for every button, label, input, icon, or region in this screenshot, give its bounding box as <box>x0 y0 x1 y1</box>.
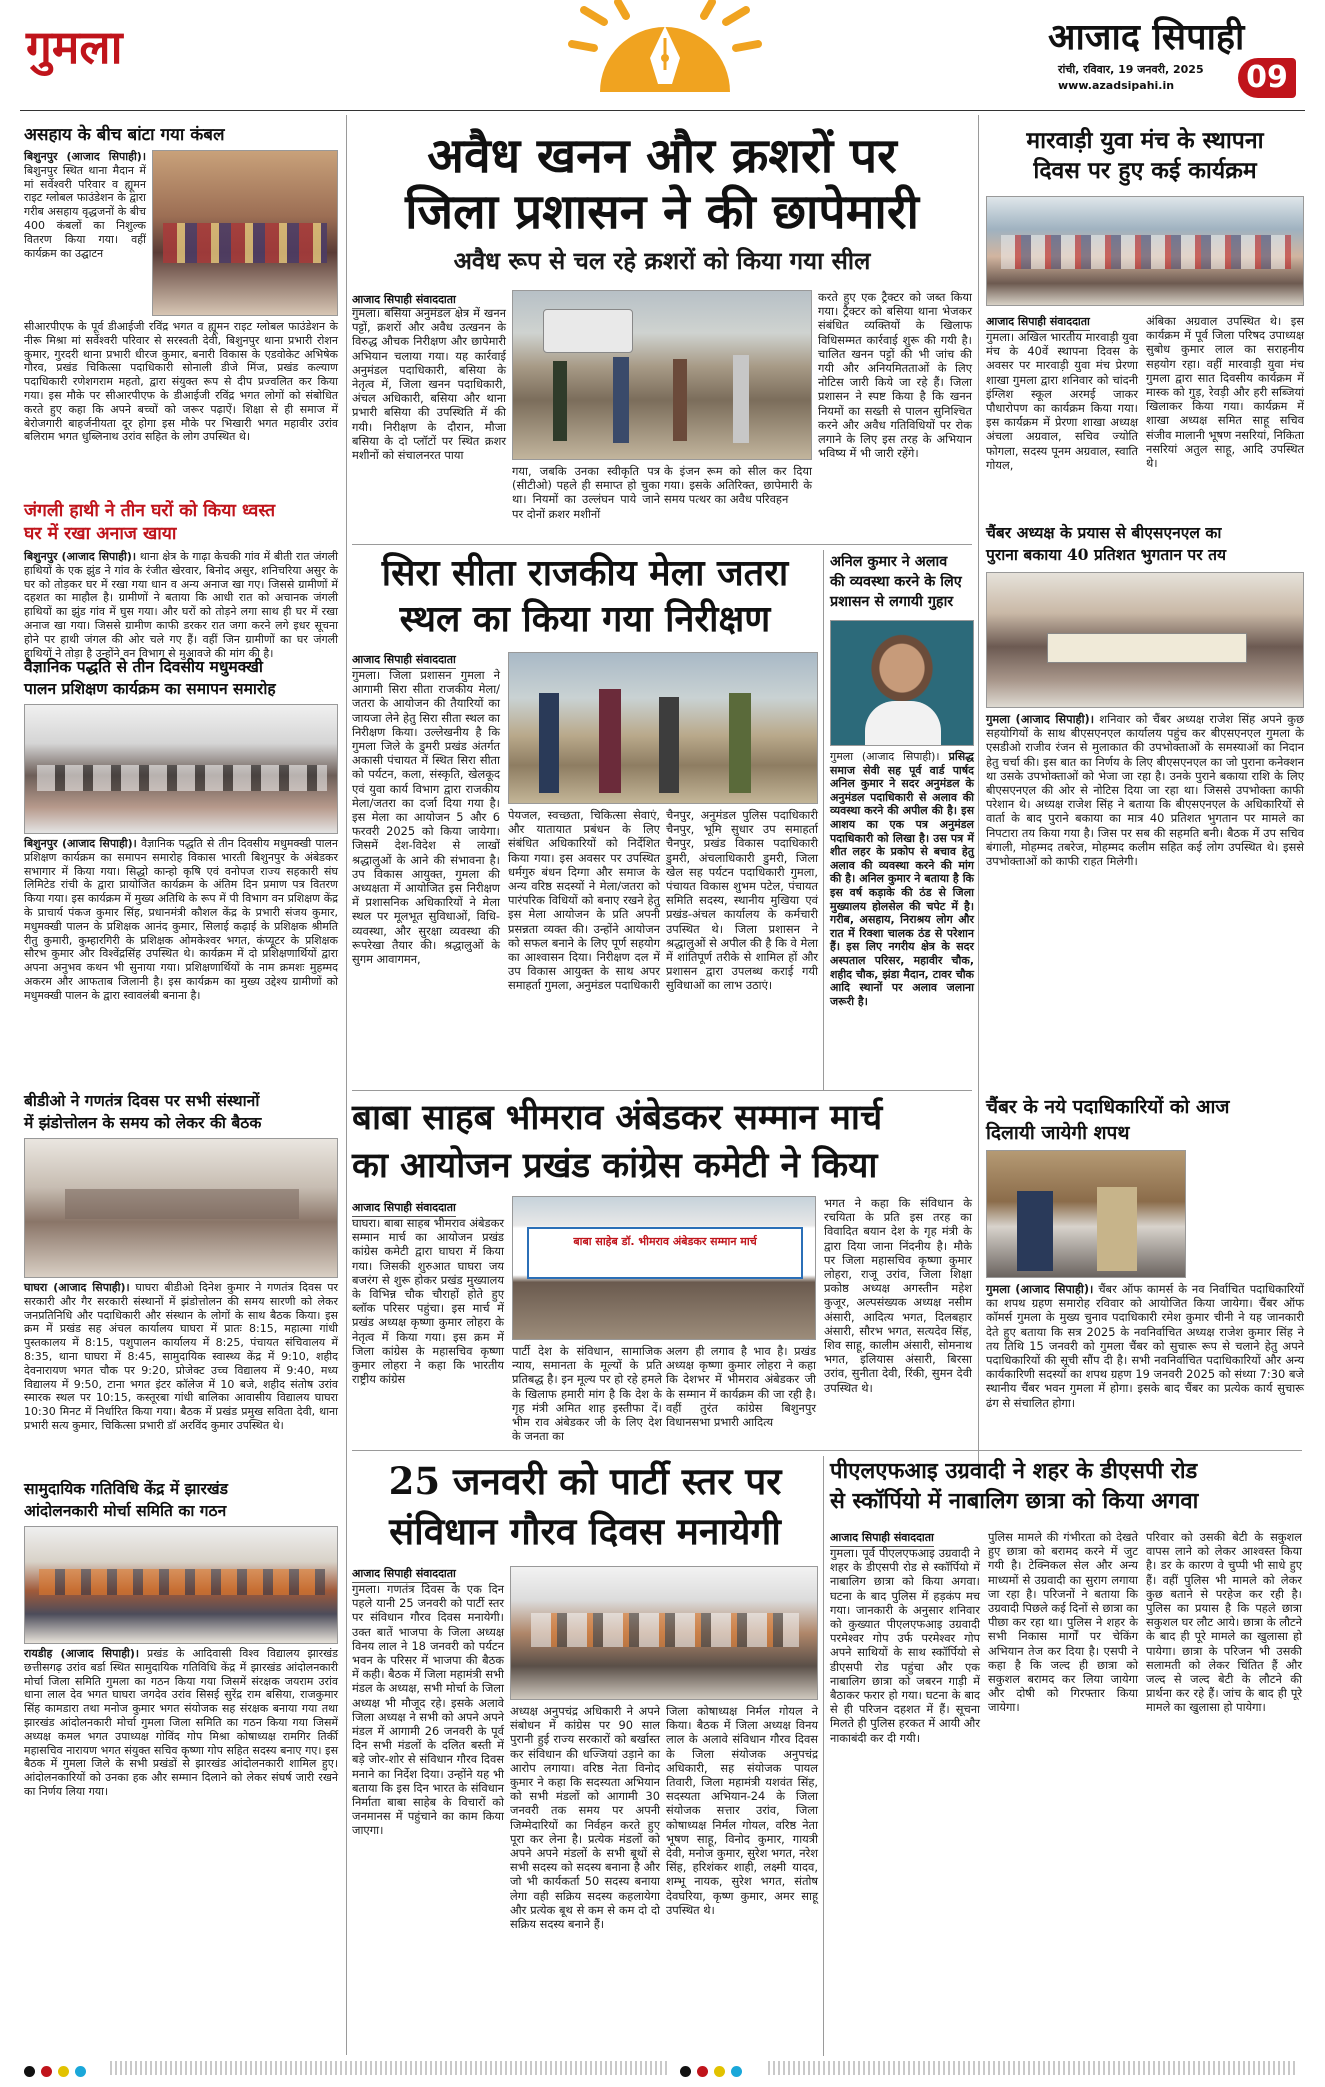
marwari-col2: अंबिका अग्रवाल उपस्थित थे। इस कार्यक्रम में पूर्व जिला परिषद उपाध्यक्ष सुबोध कुमार लाल का सराहनीय सहयोग रहा। वहीं मारवाड़ी युवा मंच गुमला द्वारा सात दिवसीय कार्यक्रम में मास्क को गुड़, रेवड़ी और हरी सब्जियां खिलाकर किया गया। कार्यक्रम में शाखा अध्यक्ष समित साहू सचिव संजीव मालानी भूषण नसरियां, निकिता नसरियां अतुल साहू, आदि उपस्थित थे। <box>1146 314 1304 471</box>
byline: आजाद सिपाही संवाददाता <box>986 314 1090 331</box>
lead-headline-line2: जिला प्रशासन ने की छापेमारी <box>405 184 919 240</box>
samvidhan-headline <box>352 1456 818 1556</box>
ambedkar-col4: भगत ने कहा कि संविधान के रचयिता के प्रति इस तरह का विवादित बयान देश के गृह मंत्री के द्वारा दिया जाना निंदनीय है। मौके पर जिला महासचिव कृष्णा कुमार लोहरा, राजू उरांव, जिला शिक्षा प्रकोष्ठ अध्यक्ष अगस्तीन महेश कुजूर, अल्पसंख्यक अध्यक्ष नसीम अंसारी, आदित्य भगत, दिलबहार अंसारी, सौरभ भगत, सत्यदेव सिंह, शिव साहू, कालीम अंसारी, सोमनाथ भगत, इलियास अंसारी, बिरसा उरांव, सुनीता देवी, रिंकी, सुमन देवी उपस्थित थे। <box>824 1196 972 1395</box>
footer-stripe <box>110 2061 670 2075</box>
committee-photo <box>24 1526 338 1644</box>
color-dot <box>714 2066 725 2077</box>
sun-pen-logo <box>560 0 770 92</box>
page-number: 09 <box>1238 58 1296 98</box>
headline: में झंडोत्तोलन के समय को लेकर की बैठक <box>24 1113 262 1132</box>
headline: घर में रखा अनाज खाया <box>24 524 177 544</box>
byline: आजाद सिपाही संवाददाता <box>352 292 456 309</box>
color-dot <box>75 2066 86 2077</box>
article-text: चैंबर ऑफ कामर्स के नव निर्वाचित पदाधिकारियों का शपथ ग्रहण समारोह रविवार को आयोजित किया जायेगा। चैंबर ऑफ कॉमर्स गुमला के मुख्य चुनाव पदाधिकारी रमेश कुमार चीनी ने यह जानकारी देते हुए बताया कि सत्र 2025 के नवनिर्वाचित अध्यक्ष राजेश कुमार सिंह ने तय तिथि 15 जनवरी को गुमला चैंबर को सुचारू रूप से चलाने हेतु अपने पदाधिकारियों की सूची सौंप दी है। सभी नवनिर्वाचित पदाधिकारियों और अन्य कार्यकारिणी सदस्यों का शपथ ग्रहण 19 जनवरी 2025 को संध्या 7:30 बजे स्थानीय चैंबर भवन गुमला में होगा। इसके बाद चैंबर का प्रत्येक कार्य सुचारू ढंग से संचालित होगा। <box>986 1282 1304 1410</box>
article-text: शनिवार को चैंबर अध्यक्ष राजेश सिंह अपने कुछ सहयोगियों के साथ बीएसएनएल कार्यालय पहुंच कर बीएसएनएल गुमला के एसडीओ राजीव रंजन से मुलाकात की उपभोक्ताओं के समस्याओं का निदान हेतु चर्चा की। इस बात का निर्णय के लिए बीएसएनएल का जो पुराना कनेक्शन था उसके उपभोक्ताओं को भेजा जा रहा है। उनके पुराने बकाया राशि के लिए बीएसएनएल की ओर से नोटिस दिया जा रहा था। जिससे उपभोक्ता काफी परेशान थे। अध्यक्ष राजेश सिंह ने बताया कि बीएसएनएल के अधिकारियों से वार्ता के बाद पुराने बकाया का मात्र 40 प्रतिशत भुगतान पर मामले का निपटारा तय किया गया है। जिस पर सब की सहमति बनी। बैठक में उप सचिव बंगाली, मोहम्मद तबरेज, मोहम्मद कलीम सहित कई लोग उपस्थित थे। इससे उपभोक्ताओं को काफी राहत मिलेगी। <box>986 712 1304 869</box>
training-photo <box>24 704 338 834</box>
marwari-photo <box>986 196 1304 306</box>
website: www.azadsipahi.in <box>1058 79 1175 92</box>
samvidhan-headline-line2: संविधान गौरव दिवस मनायेगी <box>389 1509 781 1553</box>
banner-text: बाबा साहेब डॉ. भीमराव अंबेडकर सम्मान मार्च <box>573 1235 757 1248</box>
pplfi-headline <box>830 1456 1304 1516</box>
pplfi-headline-line1: पीएलएफआइ उग्रवादी ने शहर के डीएसपी रोड <box>830 1458 1198 1484</box>
sira-photo <box>508 652 818 804</box>
lead-col1: गुमला। बसिया अनुमंडल क्षेत्र में खनन पट्टों, क्रशरों और अवैध उत्खनन के विरुद्ध औचक निरीक्षण और छापेमारी अभियान चलाया गया। यह कार्रवाई अनुमंडल पदाधिकारी, बसिया के नेतृत्व में, जिला खनन पदाधिकारी, अंचल अधिकारी, बसिया और थाना प्रभारी बसिया की उपस्थिति में की गयी। निरीक्षण के दौरान, मौजा बसिया के दो प्लॉटों पर स्थित क्रशर मशीनों को संचालनरत पाया <box>352 306 506 463</box>
footer-color-dots <box>24 2062 92 2081</box>
bsnl-headline <box>986 522 1304 566</box>
dateline: बिशुनपुर (आजाद सिपाही)। <box>24 150 146 163</box>
meeting-photo <box>24 1138 338 1278</box>
dateline: बिशुनपुर (आजाद सिपाही)। <box>24 837 137 850</box>
lead-headline-line1: अवैध खनन और क्रशरों पर <box>427 128 897 184</box>
chamber-headline <box>986 1094 1304 1146</box>
byline: आजाद सिपाही संवाददाता <box>352 1566 456 1583</box>
sira-headline-line1: सिरा सीता राजकीय मेला जतरा <box>381 552 789 594</box>
pplfi-col3: परिवार को उसकी बेटी के सकुशल वापस लाने को लेकर आश्वस्त किया है। डर के कारण वे चुप्पी भी साधे हुए हैं। वहीं पुलिस भी मामले को लेकर कुछ बताने से परहेज कर रही है। पुलिस का प्रयास है कि पहले छात्रा सकुशल घर लौट आये। छात्रा के लौटने के बाद ही पूरे मामले का खुलासा हो पायेगा। छात्रा के परिजन भी उसकी सलामती को लेकर चिंतित हैं और जल्द से जल्द बेटी के लौटने की प्रार्थना कर रहे हैं। जांच के बाद ही पूरे मामले का खुलासा हो पायेगा। <box>1146 1530 1302 1715</box>
article-elephant <box>24 500 338 660</box>
lead-photo <box>512 290 812 460</box>
color-dot <box>58 2066 69 2077</box>
anil-rule <box>823 550 824 1090</box>
sira-col1: गुमला। जिला प्रशासन गुमला ने आगामी सिरा सीता राजकीय मेला/जतरा के आयोजन की तैयारियों का जायजा लेने हेतु सिरा सीता स्थल का निरीक्षण किया। उल्लेखनीय है कि गुमला जिले के डुमरी प्रखंड अंतर्गत अकासी पंचायत में स्थित सिरा सीता को पर्यटन, कला, संस्कृति, खेलकूद एवं युवा कार्य विभाग द्वारा राजकीय मेला/जतरा का दर्जा दिया गया है। इस मेला का आयोजन 5 और 6 फरवरी 2025 को किया जायेगा। जिसमें देश-विदेश से लाखों श्रद्धालुओं के आने की संभावना है। उप विकास आयुक्त, गुमला की अध्यक्षता में आयोजित इस निरीक्षण में प्रशासनिक अधिकारियों ने मेला स्थल पर मूलभूत सुविधाओं, विधि-व्यवस्था, और सुरक्षा व्यवस्था की रूपरेखा तैयार की। श्रद्धालुओं के सुगम आवागमन, <box>352 668 500 967</box>
article-blanket <box>24 124 338 444</box>
ambedkar-headline <box>352 1094 972 1190</box>
footer-stripe <box>768 2061 1298 2075</box>
dateline: गुमला (आजाद सिपाही)। <box>986 1282 1094 1296</box>
sira-headline-line2: स्थल का किया गया निरीक्षण <box>399 598 771 640</box>
samvidhan-col1: गुमला। गणतंत्र दिवस के एक दिन पहले यानी 25 जनवरी को पार्टी स्तर पर संविधान गौरव दिवस मनायेगी। उक्त बातें भाजपा के जिला अध्यक्ष विनय लाल ने 18 जनवरी को पर्यटन भवन के परिसर में भाजपा की बैठक में कही। बैठक में जिला महामंत्री सभी मंडल के अध्यक्ष, सभी मोर्चा के जिला अध्यक्ष भी मौजूद रहे। इसके अलावे जिला अध्यक्ष ने सभी को अपने अपने मंडल में आगामी 26 जनवरी के पूर्व दिन सभी मंडलों के दलित बस्ती में बड़े जोर-शोर से संविधान गौरव दिवस मनाने का निर्देश दिया। उन्होंने यह भी बताया कि इस दिन भारत के संविधान निर्माता बाबा साहेब के विचारों को जनमानस में पहुंचाने का काम किया जाएगा। <box>352 1582 504 1838</box>
article-text: प्रखंड के आदिवासी विश्व विद्यालय झारखंड छत्तीसगढ़ उरांव बर्डा स्थित सामुदायिक गतिविधि केंद्र में झारखंड आंदोलनकारी मोर्चा जिला समिति गुमला का गठन किया गया जिसमें संरक्षक जयराम उरांव धाना लाल देव भगत घाघरा जगदेव उरांव सिसई सुरेंद्र राम बसिया, राजकुमार सिंह कामडारा तथा मनोज कुमार भगत संयोजक सह संरक्षक बनाया गया तथा झारखंड आंदोलनकारी मोर्चा गुमला जिला समिति का गठन किया गया जिसमें अध्यक्ष कमल भगत उपाध्यक्ष गोविंद गोप मिश्रा कोषाध्यक्ष रामगिर तिर्की महासचिव नारायण भगत संयुक्त सचिव कृष्णा गोप सहित सदस्य बनाए गए। इस बैठक में गुमला जिले के सभी प्रखंडों से झारखंड आंदोलनकारी शामिल हुए। आंदोलनकारियों को उनका हक और सम्मान दिलाने को लेकर संघर्ष जारी रखने का निर्णय लिया गया। <box>24 1647 338 1798</box>
issue-date: रांची, रविवार, 19 जनवरी, 2025 <box>1058 63 1204 76</box>
byline: आजाद सिपाही संवाददाता <box>352 652 456 669</box>
ambedkar-headline-line1: बाबा साहब भीमराव अंबेडकर सम्मान मार्च <box>352 1097 883 1138</box>
article-republic-day-meeting <box>24 1090 338 1433</box>
headline: आंदोलनकारी मोर्चा समिति का गठन <box>24 1501 227 1520</box>
pplfi-col2: पुलिस मामले की गंभीरता को देखते हुए छात्रा को बरामद करने में जुट गयी है। टेक्निकल सेल और अन्य माध्यमों से उग्रवादी का सुराग लगाया जा रहा है। परिजनों ने बताया कि उग्रवादी पिछले कई दिनों से छात्रा का पीछा कर रहा था। पुलिस ने शहर के सभी निकास मार्गों पर चेकिंग अभियान तेज कर दिया है। एसपी ने कहा है कि जल्द ही छात्रा को सकुशल बरामद कर लिया जायेगा और दोषी को गिरफ्तार किया जायेगा। <box>988 1530 1138 1715</box>
section-name: गुमला <box>26 20 123 74</box>
byline: आजाद सिपाही संवाददाता <box>352 1200 456 1217</box>
column-rule-left <box>346 115 347 2055</box>
article-text: वैज्ञानिक पद्धति से तीन दिवसीय मधुमक्खी पालन प्रशिक्षण कार्यक्रम का समापन समारोह विकास भारती बिशुनपुर के अंबेडकर सभागार में किया गया। सिद्धो कान्हो कृषि एवं वनोपज राज्य सहकारी संघ लिमिटेड रांची के द्वारा प्रायोजित कार्यक्रम के अंतिम दिन प्रमाण पत्र वितरण किया गया। इस कार्यक्रम में मुख्य अतिथि के रूप में पी विभाग वन प्रशिक्षण केंद्र के प्राचार्य पंकज कुमार सिंह, प्रधानमंत्री कौशल केंद्र के प्रभारी संजय कुमार, मधुमक्खी पालन के प्रशिक्षक आनंद कुमार, सिलाई कढ़ाई के प्रशिक्षक श्रीमति रीतु कुमारी, कुम्हारगिरी के प्रशिक्षक ओमकेश्वर भगत, कंप्यूटर के प्रशिक्षक सौरभ कुमार और विश्वेंद्रसिंह उपस्थित थे। कार्यक्रम में दो प्रशिक्षणार्थियों द्वारा अपना अनुभव कथन भी सुनाया गया। प्रशिक्षणार्थियों के नाम क्रमशः मुहम्मद अकरम और आफताब जिलानी है। इस कार्यक्रम का मुख्य उद्देश्य ग्रामीणों को मधुमक्खी पालन के द्वारा स्वावलंबी बनाना है। <box>24 837 339 1002</box>
marwari-headline-line2: दिवस पर हुए कई कार्यक्रम <box>1033 157 1257 184</box>
lead-bottom-rule <box>352 544 972 545</box>
ambedkar-photo <box>512 1196 816 1340</box>
sira-col2: पेयजल, स्वच्छता, चिकित्सा सेवाएं, और यातायात प्रबंधन के लिए संबंधित अधिकारियों को निर्देशित किया गया। इस अवसर पर उपस्थित धर्मगुरु बंधन दिग्गा और समाज के अन्य वरिष्ठ सदस्यों ने मेला/जतरा को पारंपरिक विधियों को बनाए रखने हेतु इस मेला आयोजन के प्रति अपनी प्रसन्नता व्यक्त की। उन्होंने आयोजन को सफल बनाने के लिए पूर्ण सहयोग का आश्वासन दिया। निरीक्षण दल में उप विकास आयुक्त के साथ अपर समाहर्ता गुमला, अनुमंडल पदाधिकारी <box>508 808 660 993</box>
anil-headline-line2: की व्यवस्था करने के लिए <box>830 573 962 590</box>
column-rule-right <box>978 115 979 1465</box>
ambedkar-col3: अलग ही लगाव है भाव है। प्रखंड अध्यक्ष कृष्णा कुमार लोहरा ने कहा कि देशभर में भीमराव अंबेडकर जी के सम्मान में कार्यक्रम की जा रही है। वहीं तुरंत कांग्रेस बिशुनपुर विधानसभा प्रभारी आदित्य <box>666 1344 816 1430</box>
samvidhan-col3: जिला कोषाध्यक्ष निर्मल गोयल ने किया। बैठक में जिला अध्यक्ष विनय लाल के अलावे संविधान गौरव दिवस के जिला संयोजक अनुपचंद्र अधिकारी, सह संयोजक पायल तिवारी, जिला महामंत्री यशवंत सिंह, सदस्यता अभियान-24 के जिला संयोजक सत्तार उरांव, जिला कोषाध्यक्ष निर्मल गोयल, वरिष्ठ नेता भूषण साहू, विनोद कुमार, गायत्री देवी, मनोज कुमार, सुरेश भगत, नरेश सिंह, हरिशंकर शाही, लक्ष्मी यादव, शम्भू नायक, सुरेश भगत, संतोष देवघरिया, कृष्ण कुमार, अमर साहू उपस्थित थे। <box>666 1704 818 1917</box>
chamber-headline-line2: दिलायी जायेगी शपथ <box>986 1122 1130 1144</box>
article-text: सीआरपीएफ के पूर्व डीआईजी रविंद्र भगत व ह्यूमन राइट ग्लोबल फाउंडेशन के नीरू मिश्रा मां सर्वेश्वरी परिवार से सरस्वती देवी, बिशुनपुर थाना प्रभारी रोशन कुमार, गुरदरी थाना प्रभारी धीरज कुमार, बनारी विकास के एडवोकेट अभिषेक गौरव, प्रखंड चिकित्सा पदाधिकारी सोनाली डीजे मिंज, प्रखंड कल्याण पदाधिकारी रणेशगराम महतो, द्वारा संयुक्त रूप से दीप प्रज्वलित कर किया गया। इस मौके पर सीआरपीएफ के डीआईजी रविंद्र भगत लोगों को संबोधित करते हुए कहा कि अपने बच्चों को जरूर पढ़ाऐं। शिक्षा से ही समाज में बेरोजगारी बाहर्जनीयता दूर होगा इस मौके पर भिखारी भगत महावीर उरांव बलिराम भगत धुब्लिनाथ उरांव सहित के लोग उपस्थित थे। <box>24 320 338 444</box>
headline: सामुदायिक गतिविधि केंद्र में झारखंड <box>24 1479 228 1498</box>
blanket-photo <box>152 150 338 316</box>
color-dot <box>24 2066 35 2077</box>
ambedkar-col1: घाघरा। बाबा साहब भीमराव अंबेडकर सम्मान मार्च का आयोजन प्रखंड कांग्रेस कमेटी द्वारा घाघरा में किया गया। जिसकी शुरुआत घाघरा जय बजरंग से शुरू होकर प्रखंड मुख्यालय के विभिन्न चौक चौराहों होते हुए ब्लॉक परिसर पहुंचा। इस मार्च में प्रखंड अध्यक्ष कृष्णा कुमार लोहरा के नेतृत्व में किया गया। इस क्रम में जिला कांग्रेस के महासचिव कृष्णा कुमार लोहरा ने कहा कि भारतीय राष्ट्रीय कांग्रेस <box>352 1216 504 1387</box>
lead-subhead: अवैध रूप से चल रहे क्रशरों को किया गया सील <box>453 246 871 275</box>
pplfi-rule <box>823 1456 824 2056</box>
article-text: बिशुनपुर स्थित थाना मैदान में मां सर्वेश्वरी परिवार व ह्यूमन राइट ग्लोबल फाउंडेशन के द्वारा गरीब असहाय वृद्धजनों के बीच 400 कंबलों का निशुल्क वितरण किया गया। वहीं कार्यक्रम का उद्घाटन <box>24 163 146 260</box>
dateline: रायडीह (आजाद सिपाही)। <box>24 1647 140 1660</box>
anil-headline-line3: प्रशासन से लगायी गुहार <box>830 593 954 610</box>
samvidhan-photo <box>510 1566 818 1700</box>
marwari-headline-line1: मारवाड़ी युवा मंच के स्थापना <box>1026 127 1264 154</box>
dateline: घाघरा (आजाद सिपाही)। <box>24 1281 130 1294</box>
headline: वैज्ञानिक पद्धति से तीन दिवसीय मधुमक्खी <box>24 657 263 676</box>
lead-col4: करते हुए एक ट्रैक्टर को जब्त किया गया। ट्रैक्टर को बसिया थाना भेजकर संबंधित व्यक्तियों के खिलाफ विधिसम्मत कार्रवाई शुरू की गयी है। चालित खनन पट्टों की भी जांच की गयी और अनियमितताओं के लिए नोटिस जारी किये जा रहे हैं। जिला प्रशासन ने स्पष्ट किया है कि खनन नियमों का सख्ती से पालन सुनिश्चित करने और अवैध गतिविधियों पर रोक लगाने के लिए इस तरह के अभियान भविष्य में भी जारी रहेंगे। <box>818 290 972 461</box>
dateline: गुमला (आजाद सिपाही)। <box>986 712 1095 726</box>
footer-color-dots-center <box>680 2062 748 2081</box>
article-bee-training <box>24 656 338 1003</box>
headline: पालन प्रशिक्षण कार्यक्रम का समापन समारोह <box>24 679 276 698</box>
pplfi-col1: गुमला। पूर्व पीएलएफआइ उग्रवादी ने शहर के डीएसपी रोड से स्कॉर्पियो में नाबालिग छात्रा को किया अगवा। घटना के बाद पुलिस में हड़कंप मच गया। जानकारी के अनुसार शनिवार को कुख्यात पीएलएफआइ उग्रवादी परमेश्वर गोप उर्फ परमेश्वर गोप अपने साथियों के साथ स्कॉर्पियो से डीएसपी रोड पहुंचा और एक नाबालिग छात्रा को जबरन गाड़ी में बैठाकर फरार हो गया। घटना के बाद से ही परिजन दहशत में हैं। सूचना मिलते ही पुलिस हरकत में आयी और नाकाबंदी कर दी गयी। <box>830 1546 980 1745</box>
headline: जंगली हाथी ने तीन घरों को किया ध्वस्त <box>24 501 276 521</box>
color-dot <box>697 2066 708 2077</box>
samvidhan-col2: अध्यक्ष अनुपचंद्र अधिकारी ने अपने संबोधन में कांग्रेस पर 90 साल पुरानी हुई राज्य सरकारों को बर्खास्त कर संविधान की धज्जियां उड़ाने का आरोप लगाया। वरिष्ठ नेता विनोद कुमार ने कहा कि सदस्यता अभियान को सभी मंडलों को आगामी 30 जनवरी तक समय पर अपनी जिम्मेदारियों का निर्वहन करते हुए पूरा कर लेना है। प्रत्येक मंडलों को अपने अपने मंडलों के सभी बूथों से सभी सदस्य को सदस्य बनाना है और जो भी कार्यकर्ता 50 सदस्य बनाया लेगा वही सक्रिय सदस्य कहलायेगा और प्रत्येक बूथ से कम से कम दो दो सक्रिय सदस्य बनाने हैं। <box>510 1704 660 1932</box>
bsnl-headline-line2: पुराना बकाया 40 प्रतिशत भुगतान पर तय <box>986 545 1227 564</box>
article-text: प्रसिद्ध समाज सेवी सह पूर्व वार्ड पार्षद अनिल कुमार ने सदर अनुमंडल के अनुमंडल पदाधिकारी से अलाव की व्यवस्था करने की अपील की है। इस आशय का एक पत्र अनुमंडल पदाधिकारी को लिखा है। उस पत्र में शीत लहर के प्रकोप से बचाव हेतु अलाव की व्यवस्था करने की मांग की है। अनिल कुमार ने बताया है कि इस वर्ष कड़ाके की ठंड से जिला मुख्यालय होलसेल की चपेट में है। गरीब, असहाय, निराश्रय लोग और रात में रिक्शा चालक ठंड से परेशान हैं। इस लिए नगरीय क्षेत्र के सदर अस्पताल परिसर, महावीर चौक, शहीद चौक, झंडा मैदान, टावर चौक आदि स्थानों पर अलाव जलाना जरूरी है। <box>830 750 974 1008</box>
lead-col3: के इंजन रूम को सील कर दिया गया। इसके अतिरिक्त, छापेमारी के समय पत्थर का अवैध परिवहन <box>664 464 812 507</box>
masthead-rule <box>20 110 1305 111</box>
color-dot <box>680 2066 691 2077</box>
samvidhan-headline-line1: 25 जनवरी को पार्टी स्तर पर <box>388 1459 782 1503</box>
chamber-photo <box>986 1150 1186 1278</box>
anil-headline <box>830 552 974 612</box>
sira-col3: चैनपुर, अनुमंडल पुलिस पदाधिकारी चैनपुर, भूमि सुधार उप समाहर्ता चैनपुर, प्रखंड विकास पदाधिकारी डुमरी, अंचलाधिकारी डुमरी, जिला खेल सह पर्यटन पदाधिकारी गुमला, पंचायत विकास शुभम पटेल, पंचायत समिति सदस्य, स्थानीय मुखिया एवं प्रखंड-अंचल कार्यालय के कर्मचारी उपस्थित थे। जिला प्रशासन ने श्रद्धालुओं से अपील की है कि वे मेला में शांतिपूर्ण तरीके से शामिल हों और प्रशासन द्वारा उपलब्ध कराई गयी सुविधाओं का लाभ उठाएं। <box>666 808 818 993</box>
anil-headline-line1: अनिल कुमार ने अलाव <box>830 553 948 570</box>
color-dot <box>41 2066 52 2077</box>
marwari-headline <box>986 126 1304 186</box>
chamber-headline-line1: चैंबर के नये पदाधिकारियों को आज <box>986 1096 1230 1118</box>
color-dot <box>731 2066 742 2077</box>
dateline: बिशुनपुर (आजाद सिपाही)। <box>24 550 137 563</box>
sira-headline <box>352 550 818 642</box>
ambedkar-col2: पार्टी देश के संविधान, सामाजिक न्याय, समानता के मूल्यों के प्रति प्रतिबद्ध है। इन मूल्य पर हो रहे हमले के खिलाफ हमारी मांग है कि देश के गृह मंत्री अमित शाह इस्तीफा दें। भीम राव अंबेडकर जी के लिए देश के जनता का <box>512 1344 662 1444</box>
pplfi-headline-line2: से स्कॉर्पियो में नाबालिग छात्रा को किया अगवा <box>830 1488 1199 1514</box>
article-agitators-committee <box>24 1478 338 1799</box>
bsnl-headline-line1: चैंबर अध्यक्ष के प्रयास से बीएसएनएल का <box>986 523 1222 542</box>
headline: बीडीओ ने गणतंत्र दिवस पर सभी संस्थानों <box>24 1091 260 1110</box>
ambedkar-bottom-rule <box>352 1450 1302 1451</box>
ambedkar-headline-line2: का आयोजन प्रखंड कांग्रेस कमेटी ने किया <box>352 1145 878 1186</box>
article-text: थाना क्षेत्र के गाढ़ा केचकी गांव में बीती रात जंगली हाथियों के एक झुंड ने गांव के रंजीत खेरवार, बिनोद असुर, शनिचरिया असुर के घर को तोड़कर घर में रखा गया धान व अन्य अनाज खा गए। जिससे ग्रामीणों में दहशत का माहौल है। ग्रामीणों ने बताया कि आधी रात को अचानक जंगली हाथियों का झुंड गांव में घुस गया। और घरों को तोड़ने लगा साथ ही घर में रखा अनाज खा गया। जिससे ग्रामीण काफी डरकर रात जगा करने लगे इधर सूचना होने पर हाथी जंगल की ओर चले गए हैं। वहीं जिन ग्रामीणों का घर जंगली हाथियों ने तोड़ा है उन्होंने वन विभाग से मुआवजे की मांग की है। <box>24 550 338 660</box>
bsnl-photo <box>986 572 1304 708</box>
byline: आजाद सिपाही संवाददाता <box>830 1530 934 1547</box>
lead-col2: गया, जबकि उनका स्वीकृति पत्र (सीटीओ) पहले ही समाप्त हो चुका था। नियमों का उल्लंघन पाये जाने पर दोनों क्रशर मशीनों <box>512 464 660 521</box>
sira-bottom-rule <box>352 1090 972 1091</box>
dateline: गुमला (आजाद सिपाही)। <box>830 750 940 763</box>
anil-portrait <box>830 620 974 746</box>
newspaper-name: आजाद सिपाही <box>1048 16 1245 58</box>
marwari-col1: गुमला। अखिल भारतीय मारवाड़ी युवा मंच के 40वें स्थापना दिवस के अवसर पर मारवाड़ी युवा मंच प्रेरणा शाखा गुमला द्वारा शनिवार को चांदनी इंग्लिश स्कूल अरमई जाकर पौधारोपण का कार्यक्रम किया गया। इस कार्यक्रम में प्रेरणा शाखा अध्यक्ष अंचला अग्रवाल, सचिव ज्योति फोगला, सदस्य पूनम अग्रवाल, स्वाति गोयल, <box>986 330 1138 472</box>
lead-headline <box>352 128 972 240</box>
headline: असहाय के बीच बांटा गया कंबल <box>24 125 225 145</box>
article-text: घाघरा बीडीओ दिनेश कुमार ने गणतंत्र दिवस पर सरकारी और गैर सरकारी संस्थानों में झंडोत्तोलन की समय सारणी को लेकर जनप्रतिनिधि और पदाधिकारी और संस्थान के लोगों के साथ बैठक किया। इस क्रम में प्रखंड सह अंचल कार्यालय घाघरा में प्रातः 8:15, महात्मा गांधी पुस्तकालय में 8:15, पशुपालन कार्यालय में 8:25, पंचायत संचिवालय में 8:35, थाना घाघरा में 8:45, सामुदायिक स्वास्थ्य केंद्र में 9:10, शहीद देवनारायण भगत चौक पर 9:20, प्रोजेक्ट उच्च विद्यालय में 9:40, मध्य विद्यालय में 9:50, टाना भगत इंटर कॉलेज में 10 बजे, शहीद संतोष उरांव स्मारक स्थल पर 10:15, कस्तूरबा गांधी बालिका आवासीय विद्यालय घाघरा 10:30 मिनट में निर्धारित किया गया। बैठक में प्रखंड प्रमुख सविता देवी, थाना प्रभारी सत्य कुमार, चिकित्सा प्रभारी डॉ अरविंद कुमार उपस्थित थे। <box>24 1281 338 1432</box>
